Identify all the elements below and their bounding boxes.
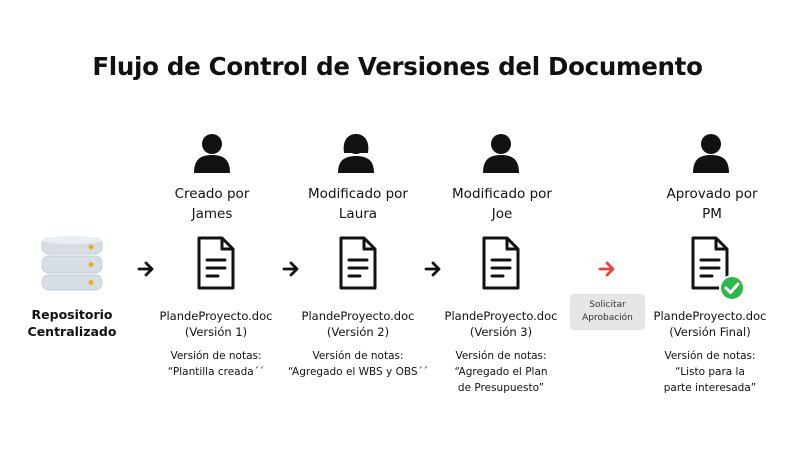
notes-text-line1: “Listo para la <box>675 366 745 378</box>
approval-arrow-icon <box>598 259 618 279</box>
request-approval-box <box>570 294 645 330</box>
user-female-icon <box>337 133 375 173</box>
user-icon <box>692 133 730 173</box>
database-icon <box>41 234 103 294</box>
step-role-name: James <box>191 206 233 222</box>
step-role-name: PM <box>702 206 722 222</box>
document-icon <box>481 236 521 291</box>
file-version: (Versión 2) <box>326 325 390 339</box>
step-notes <box>437 348 565 396</box>
notes-text-line2: de Presupuesto” <box>457 382 545 394</box>
arrow-right-icon <box>424 259 444 279</box>
notes-label: Versión de notas: <box>170 350 262 362</box>
file-name: PlandeProyecto.doc <box>444 309 558 323</box>
repository-label-line1: Repositorio <box>31 307 113 322</box>
arrow-right-icon <box>282 259 302 279</box>
step-role-line1: Modificado por <box>308 186 408 202</box>
arrow-right-icon <box>137 259 157 279</box>
document-icon <box>338 236 378 291</box>
step-role <box>296 184 420 224</box>
file-version: (Versión 1) <box>184 325 248 339</box>
step-notes <box>152 348 280 380</box>
user-icon <box>193 133 231 173</box>
notes-label: Versión de notas: <box>664 350 756 362</box>
file-name: PlandeProyecto.doc <box>301 309 415 323</box>
file-version: (Versión Final) <box>669 325 751 339</box>
step-role <box>650 184 774 224</box>
file-name: PlandeProyecto.doc <box>653 309 767 323</box>
notes-text-line1: “Agregado el WBS y OBS´´ <box>287 366 429 378</box>
diagram-title: Flujo de Control de Versiones del Documento <box>92 52 703 81</box>
step-role <box>440 184 564 224</box>
notes-label: Versión de notas: <box>455 350 547 362</box>
repository-label-line2: Centralizado <box>27 324 117 339</box>
request-approval-line2: Aprobación <box>582 313 633 323</box>
file-version: (Versión 3) <box>469 325 533 339</box>
step-role <box>152 184 272 224</box>
step-role-line1: Modificado por <box>452 186 552 202</box>
step-role-name: Joe <box>491 206 513 222</box>
step-file <box>646 308 774 340</box>
notes-text-line1: “Plantilla creada´´ <box>167 366 265 378</box>
step-file <box>152 308 280 340</box>
user-icon <box>482 133 520 173</box>
step-role-line1: Aprovado por <box>666 186 758 202</box>
repository-label <box>20 306 124 340</box>
notes-text-line2: parte interesada” <box>663 382 757 394</box>
step-notes <box>286 348 430 380</box>
step-role-name: Laura <box>338 206 378 222</box>
notes-text-line1: “Agregado el Plan <box>454 366 548 378</box>
file-name: PlandeProyecto.doc <box>159 309 273 323</box>
document-icon <box>196 236 236 291</box>
document-approved-icon <box>690 236 746 302</box>
step-file <box>294 308 422 340</box>
step-notes <box>646 348 774 396</box>
step-role-line1: Creado por <box>174 186 250 202</box>
notes-label: Versión de notas: <box>312 350 404 362</box>
request-approval-line1: Solicitar <box>589 300 626 310</box>
step-file <box>437 308 565 340</box>
